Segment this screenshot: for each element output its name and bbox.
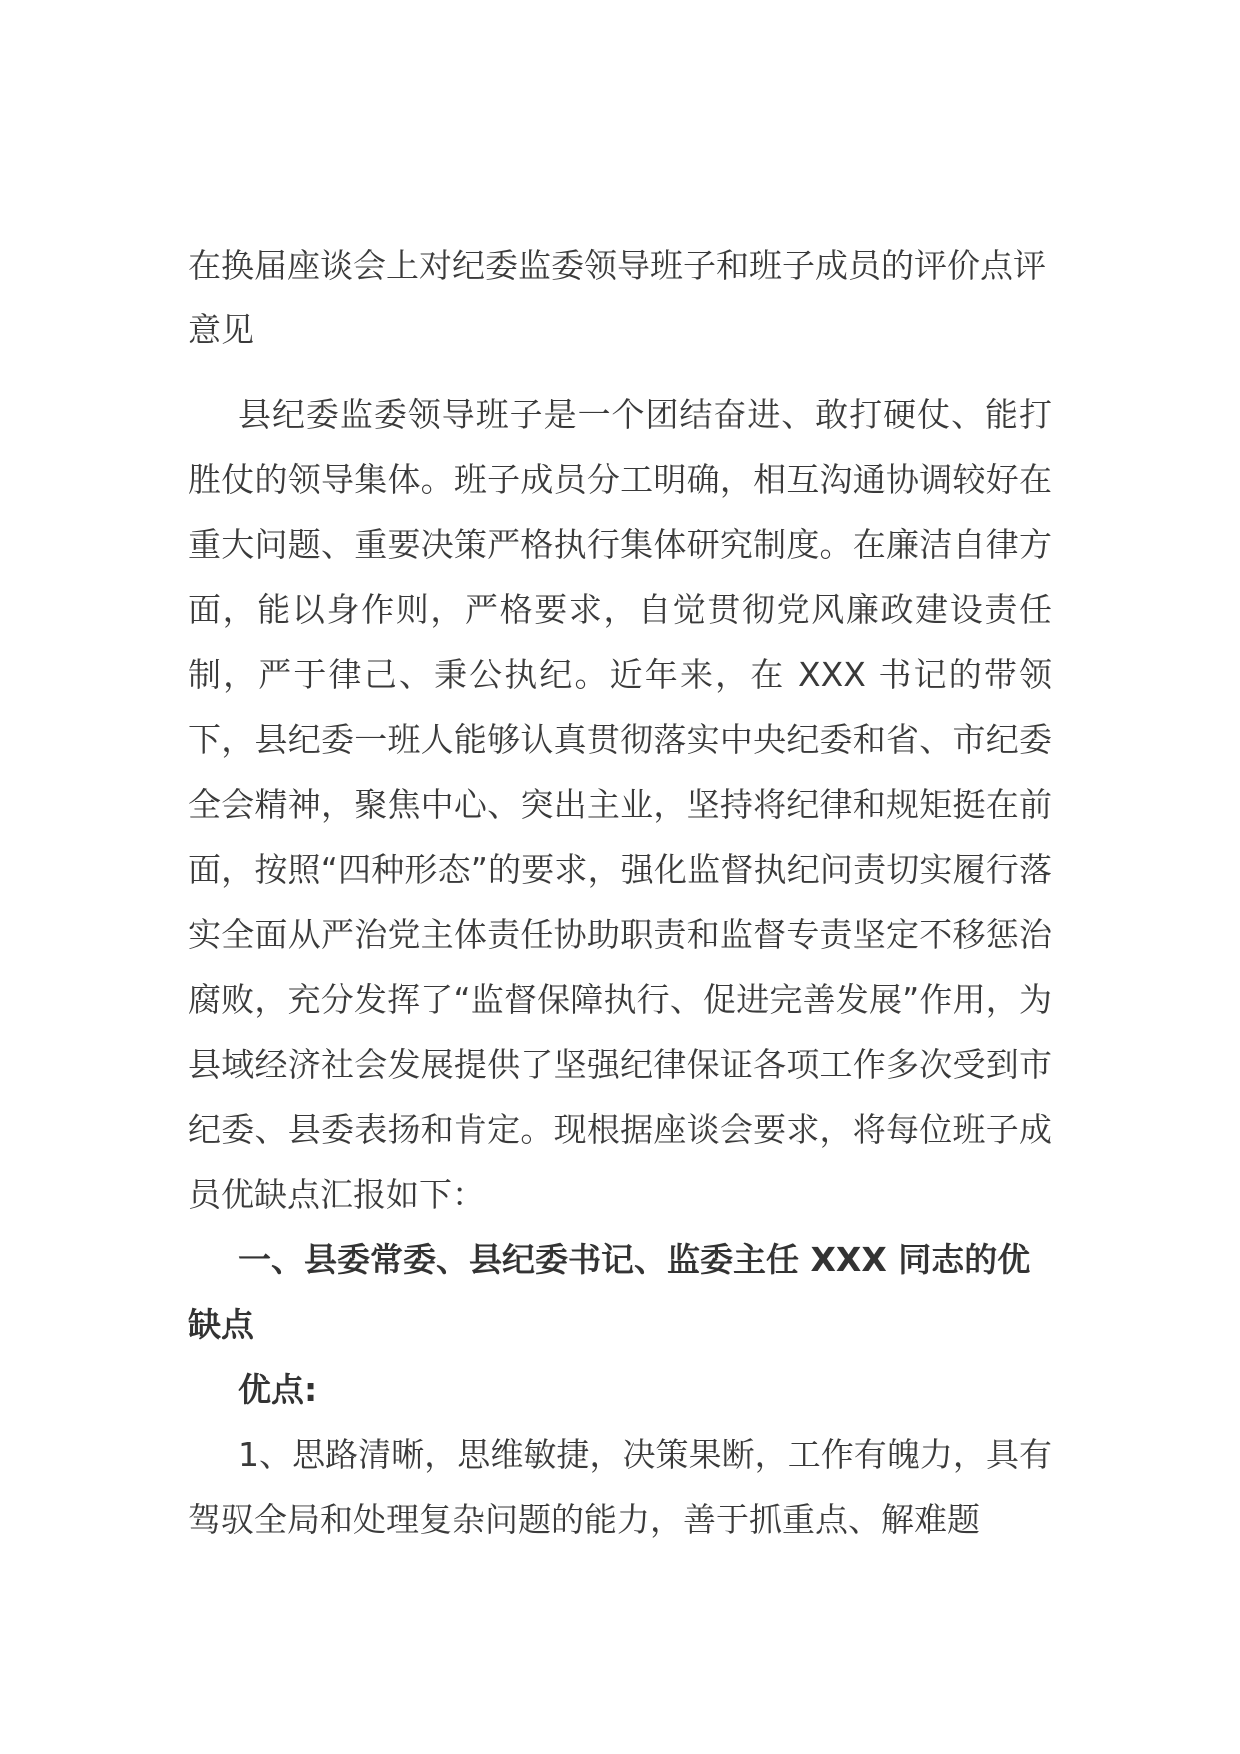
strengths-label: 优点: bbox=[238, 1370, 318, 1409]
document-body bbox=[188, 234, 1052, 1552]
intro-paragraph: 县纪委监委领导班子是一个团结奋进、敢打硬仗、能打胜仗的领导集体。班子成员分工明确，相互沟通协调较好在重大问题、重要决策严格执行集体研究制度。在廉洁自律方面，能以身作则，严格要求，自觉贯彻党风廉政建设责任制，严于律己、秉公执纪。近年来，在 XXX 书记的带领下，县纪委一班人能够认真贯彻落实中央纪委和省、市纪委全会精神，聚焦中心、突出主业，坚持将纪律和规矩挺在前面，按照“四种形态”的要求，强化监督执纪问责切实履行落实全面从严治党主体责任协助职责和监督专责坚定不移惩治腐败，充分发挥了“监督保障执行、促进完善发展”作用，为县域经济社会发展提供了坚强纪律保证各项工作多次受到市纪委、县委表扬和肯定。现根据座谈会要求，将每位班子成员优缺点汇报如下： bbox=[188, 395, 1052, 1214]
strength-point-1: 1、思路清晰，思维敏捷，决策果断，工作有魄力，具有驾驭全局和处理复杂问题的能力，善于抓重点、解难题 bbox=[188, 1435, 1052, 1539]
document-title: 在换届座谈会上对纪委监委领导班子和班子成员的评价点评意见 bbox=[188, 246, 1046, 349]
section-1-heading: 一、县委常委、县纪委书记、监委主任 XXX 同志的优缺点 bbox=[188, 1240, 1031, 1344]
